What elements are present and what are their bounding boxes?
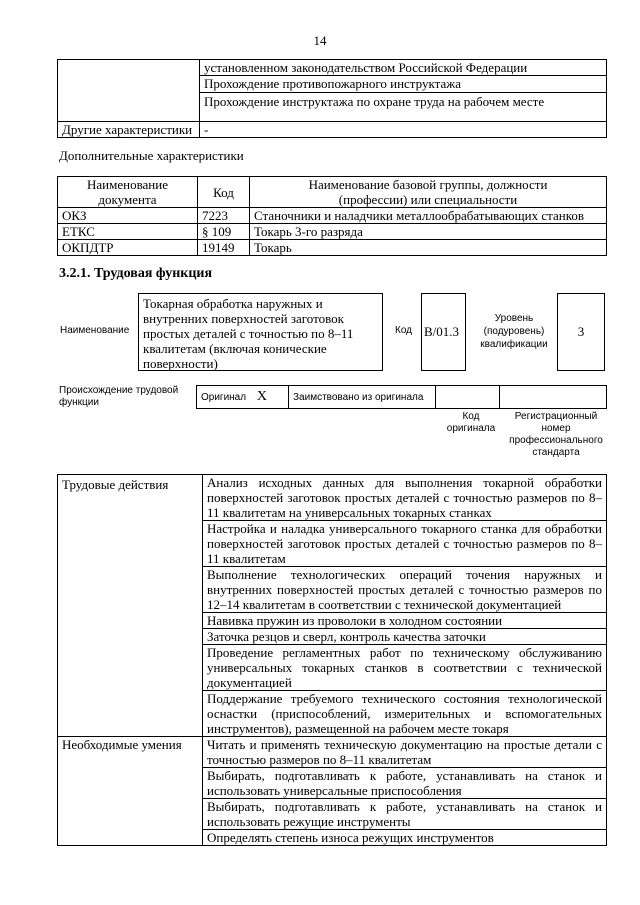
- top-table-label: Другие характеристики: [58, 122, 200, 138]
- code-label: Код: [395, 325, 413, 336]
- additional-cell: Токарь 3-го разряда: [250, 224, 607, 240]
- additional-cell: Токарь: [250, 240, 607, 256]
- additional-cell: ОКЗ: [58, 208, 198, 224]
- labor-action-item: Анализ исходных данных для выполнения токарной обработки поверхностей заготовок простых деталей с точностью размеров по 8–11 квалитетам на универсальных токарных станках: [203, 475, 607, 521]
- top-table-value: установленном законодательством Российской Федерации: [204, 60, 528, 75]
- labor-action-item: Заточка резцов и сверл, контроль качества заточки: [203, 629, 607, 645]
- level-label: Уровень (подуровень) квалификации: [480, 313, 548, 350]
- additional-cell: ОКПДТР: [58, 240, 198, 256]
- additional-cell: § 109: [198, 224, 250, 240]
- origin-original-cell: [197, 386, 289, 409]
- additional-cell: 19149: [198, 240, 250, 256]
- reg-caption: Регистрационный номер профессионального стандарта: [509, 411, 603, 458]
- skill-item: Читать и применять техническую документацию на простые детали с точностью размеров по 8–11 квалитетам: [203, 737, 607, 768]
- origin-table: [196, 385, 607, 409]
- skills-label: Необходимые умения: [58, 737, 203, 846]
- section-heading: 3.2.1. Трудовая функция: [59, 266, 213, 281]
- main-table: [57, 474, 607, 846]
- function-name: Токарная обработка наружных и внутренних поверхностей заготовок простых деталей с точностью по 8–11 квалитетам (включая конические поверхности): [143, 296, 354, 371]
- level-value: 3: [577, 324, 585, 339]
- additional-title: Дополнительные характеристики: [59, 148, 244, 163]
- additional-table: [57, 176, 607, 256]
- skill-item: Выбирать, подготавливать к работе, устанавливать на станок и использовать универсальные приспособления: [203, 768, 607, 799]
- function-name-box: [138, 293, 383, 371]
- level-box: [557, 293, 605, 371]
- origin-label: Происхождение трудовой функции: [59, 385, 179, 408]
- code-caption: Код оригинала: [446, 411, 496, 434]
- additional-header: Наименование документа: [58, 177, 198, 208]
- borrowed-label: Заимствовано из оригинала: [289, 386, 436, 409]
- labor-action-item: Поддержание требуемого технического состояния технологической оснастки (приспособлений, измерительных и вспомогательных инструментов), размещенной на рабочем месте токаря: [203, 691, 607, 737]
- skill-item: Выбирать, подготавливать к работе, устанавливать на станок и использовать режущие инструменты: [203, 799, 607, 830]
- code-value: B/01.3: [424, 324, 460, 339]
- original-mark: X: [256, 389, 267, 404]
- top-table-empty-cell: [58, 60, 200, 122]
- additional-cell: 7223: [198, 208, 250, 224]
- labor-action-item: Выполнение технологических операций точения наружных и внутренних поверхностей простых деталей с точностью размеров по 12–14 квалитетам в соответствии с технической документацией: [203, 567, 607, 613]
- top-table-value: -: [200, 122, 607, 138]
- page-number: 14: [313, 33, 327, 48]
- origin-code-cell: [436, 386, 500, 409]
- top-table: [57, 59, 607, 138]
- labor-actions-label: Трудовые действия: [58, 475, 203, 737]
- name-label: Наименование: [60, 325, 130, 336]
- additional-header: Наименование базовой группы, должности (профессии) или специальности: [250, 177, 607, 208]
- labor-action-item: Настройка и наладка универсального токарного станка для обработки поверхностей заготовок простых деталей с точностью размеров по 8–11 квалитетам: [203, 521, 607, 567]
- labor-action-item: Навивка пружин из проволоки в холодном состоянии: [203, 613, 607, 629]
- additional-header: Код: [198, 177, 250, 208]
- original-label: Оригинал: [201, 392, 247, 403]
- additional-cell: ЕТКС: [58, 224, 198, 240]
- top-table-value: Прохождение инструктажа по охране труда на рабочем месте: [200, 92, 606, 121]
- skill-item: Определять степень износа режущих инструментов: [203, 830, 607, 846]
- origin-reg-cell: [500, 386, 607, 409]
- labor-action-item: Проведение регламентных работ по техническому обслуживанию универсальных токарных станков в соответствии с технической документацией: [203, 645, 607, 691]
- additional-cell: Станочники и наладчики металлообрабатывающих станков: [250, 208, 607, 224]
- top-table-value: Прохождение противопожарного инструктажа: [200, 75, 606, 92]
- code-box: [421, 293, 466, 371]
